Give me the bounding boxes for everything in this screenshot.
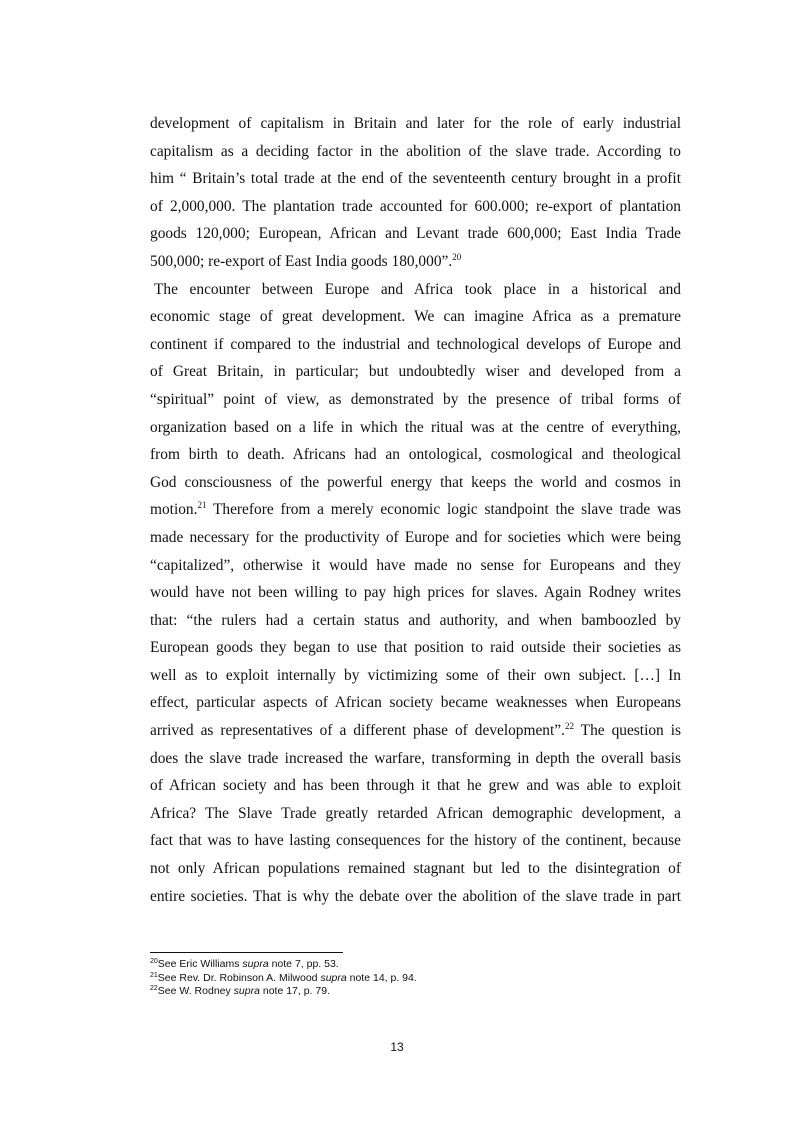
footnote-reference: 22 [564,721,574,732]
text-line [150,441,681,469]
text-line-content: of Great Britain, in particular; but undoubtedly wiser and developed from a [150,363,681,381]
text-line [150,496,681,524]
footnote-emphasis: supra [242,958,269,970]
text-line [150,524,681,552]
footnote [150,958,681,972]
text-line-content: well as to exploit internally by victimizing some of their own subject. […] In [150,666,681,684]
text-line-content: him “ Britain’s total trade at the end of the seventeenth century brought in a profit [150,170,681,188]
text-line [150,827,681,855]
footnote-reference: 21 [197,500,207,511]
footnotes [150,958,681,999]
text-line [150,138,681,166]
text-line [150,469,681,497]
text-line-content: development of capitalism in Britain and later for the role of early industrial [150,115,681,132]
footnote-text: note 14, p. 94. [346,971,417,984]
footnote-text: note 7, pp. 53. [268,958,339,970]
text-line-content: from birth to death. Africans had an ontological, cosmological and theological [150,446,681,464]
text-line-content: entire societies. That is why the debate over the abolition of the slave trade in part [150,887,681,905]
text-line-content: fact that was to have lasting consequences for the history of the continent, because [150,832,681,850]
text-line [150,303,681,331]
footnote-text: See Eric Williams [157,958,243,970]
text-line-content: organization based on a life in which the ritual was at the centre of everything, [150,418,681,436]
text-line-content: “capitalized”, otherwise it would have made no sense for Europeans and they [150,556,681,574]
text-line [150,358,681,386]
page-number: 13 [390,1040,404,1054]
text-line-content: The encounter between Europe and Africa took place in a historical and [154,280,681,298]
footnote-text: See Rev. Dr. Robinson A. Milwood [157,971,321,984]
text-line [150,745,681,773]
footnote-number: 20 [150,958,158,965]
text-line [150,800,681,828]
footnote [150,972,681,986]
text-line-content: made necessary for the productivity of Europe and for societies which were being [150,528,681,546]
footnote-emphasis: supra [233,985,260,997]
text-line [150,414,681,442]
text-line-content: goods 120,000; European, African and Levant trade 600,000; East India Trade [150,225,681,243]
text-line-content: arrived as representatives of a different phase of development”. [150,722,565,740]
text-line-content: of 2,000,000. The plantation trade accounted for 600.000; re-export of plantation [150,197,681,215]
footnote [150,985,681,999]
footnote-text: See W. Rodney [157,985,234,997]
text-line-content: capitalism as a deciding factor in the abolition of the slave trade. According to [150,142,681,160]
text-line-content: economic stage of great development. We can imagine Africa as a premature [150,308,681,326]
text-line [150,248,681,276]
text-line-content: does the slave trade increased the warfare, transforming in depth the overall basis [150,749,681,767]
text-line [150,193,681,221]
body-text [150,110,681,910]
text-line [150,220,681,248]
text-line [150,276,681,304]
text-line [150,883,681,911]
footnote-emphasis: supra [320,971,347,984]
text-line-content: that: “the rulers had a certain status and authority, and when bamboozled by [150,611,681,629]
text-line-continuation: The question is [573,722,681,740]
text-line-content: Africa? The Slave Trade greatly retarded African demographic development, a [150,804,681,822]
text-line-content: God consciousness of the powerful energy that keeps the world and cosmos in [150,473,681,491]
footnote-number: 22 [150,985,158,992]
text-line-content: effect, particular aspects of African society became weaknesses when Europeans [150,694,681,712]
text-line [150,662,681,690]
text-line [150,579,681,607]
text-line [150,717,681,745]
text-line-continuation: Therefore from a merely economic logic standpoint the slave trade was [206,501,681,519]
text-line-content: “spiritual” point of view, as demonstrated by the presence of tribal forms of [150,390,681,408]
text-line [150,607,681,635]
text-line [150,772,681,800]
text-line-content: continent if compared to the industrial and technological develops of Europe and [150,335,681,353]
text-line [150,165,681,193]
footnote-number: 21 [150,971,158,979]
text-line-content: 500,000; re-export of East India goods 180,000”. [150,252,453,270]
text-line-content: not only African populations remained stagnant but led to the disintegration of [150,860,681,878]
text-line [150,634,681,662]
footnote-reference: 20 [452,251,462,262]
text-line-content: motion. [150,501,198,519]
text-line [150,689,681,717]
text-line [150,110,681,138]
footnote-text: note 17, p. 79. [259,985,330,997]
text-line-content: would have not been willing to pay high prices for slaves. Again Rodney writes [150,584,681,602]
text-line [150,855,681,883]
text-line [150,552,681,580]
text-line [150,331,681,359]
text-line [150,386,681,414]
text-line-content: European goods they began to use that position to raid outside their societies as [150,639,681,657]
text-line-content: of African society and has been through it that he grew and was able to exploit [150,777,681,795]
footnote-separator [150,952,343,953]
